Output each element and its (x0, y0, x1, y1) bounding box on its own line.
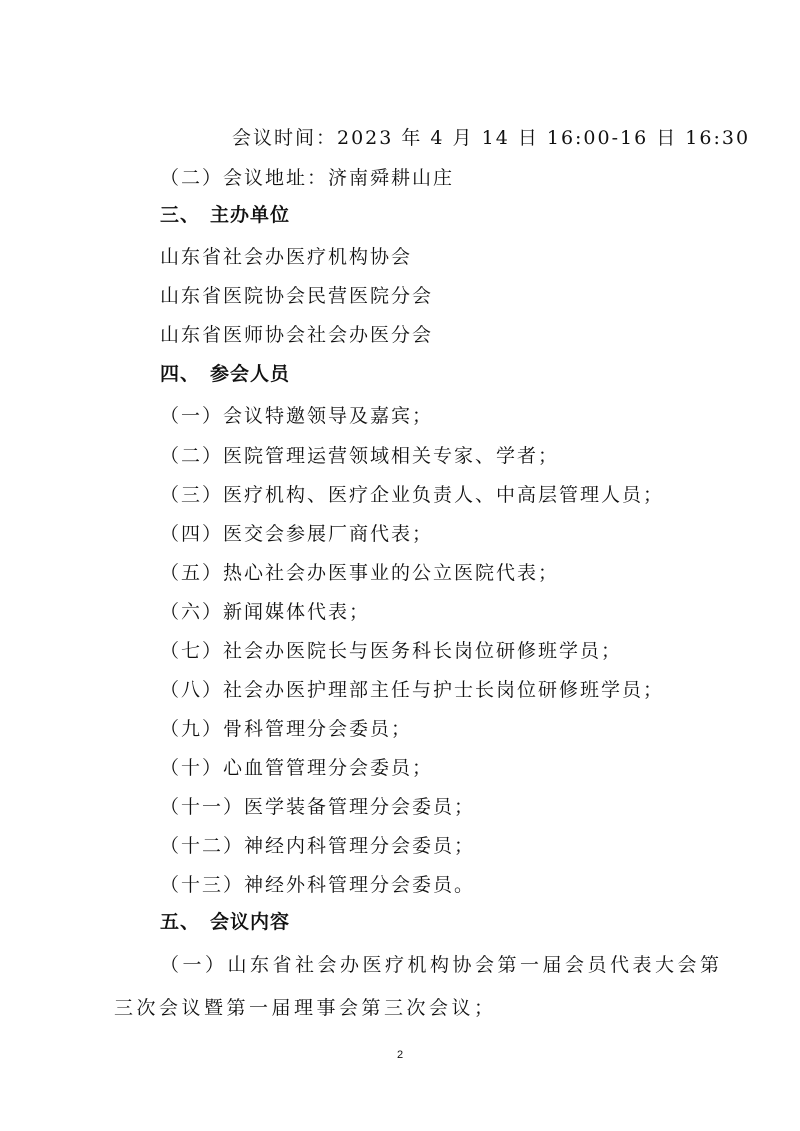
section-title: 主办单位 (210, 204, 291, 226)
attendee-item: （六）新闻媒体代表； (160, 601, 371, 623)
section-number: 四、 (160, 363, 201, 385)
organizer-item: 山东省医院协会民营医院分会 (160, 285, 434, 307)
meeting-address: （二）会议地址：济南舜耕山庄 (160, 167, 455, 189)
attendee-item: （八）社会办医护理部主任与护士长岗位研修班学员； (160, 679, 665, 701)
attendee-item: （十一）医学装备管理分会委员； (160, 796, 476, 818)
organizer-item: 山东省社会办医疗机构协会 (160, 246, 413, 268)
attendee-item: （七）社会办医院长与医务科长岗位研修班学员； (160, 640, 623, 662)
content-item-line: 三次会议暨第一届理事会第三次会议； (114, 997, 497, 1019)
section-heading-content (160, 910, 290, 934)
page-number: 2 (396, 1049, 404, 1061)
section-number: 三、 (160, 204, 201, 226)
section-title: 参会人员 (210, 363, 291, 385)
organizer-item: 山东省医师协会社会办医分会 (160, 324, 434, 346)
attendee-item: （十二）神经内科管理分会委员； (160, 835, 476, 857)
content-item-line: （一）山东省社会办医疗机构协会第一届会员代表大会第 (160, 954, 723, 976)
section-heading-attendees (160, 362, 290, 386)
section-number: 五、 (160, 911, 201, 933)
attendee-item: （十）心血管管理分会委员； (160, 757, 434, 779)
meeting-time: 会议时间：2023 年 4 月 14 日 16:00-16 日 16:30 (232, 127, 751, 149)
attendee-item: （四）医交会参展厂商代表； (160, 523, 434, 545)
section-title: 会议内容 (210, 911, 291, 933)
attendee-item: （九）骨科管理分会委员； (160, 718, 413, 740)
attendee-item: （十三）神经外科管理分会委员。 (160, 874, 476, 896)
attendee-item: （一）会议特邀领导及嘉宾； (160, 405, 434, 427)
attendee-item: （二）医院管理运营领域相关专家、学者； (160, 445, 560, 467)
attendee-item: （三）医疗机构、医疗企业负责人、中高层管理人员； (160, 484, 665, 506)
section-heading-organizers (160, 203, 290, 227)
attendee-item: （五）热心社会办医事业的公立医院代表； (160, 562, 560, 584)
